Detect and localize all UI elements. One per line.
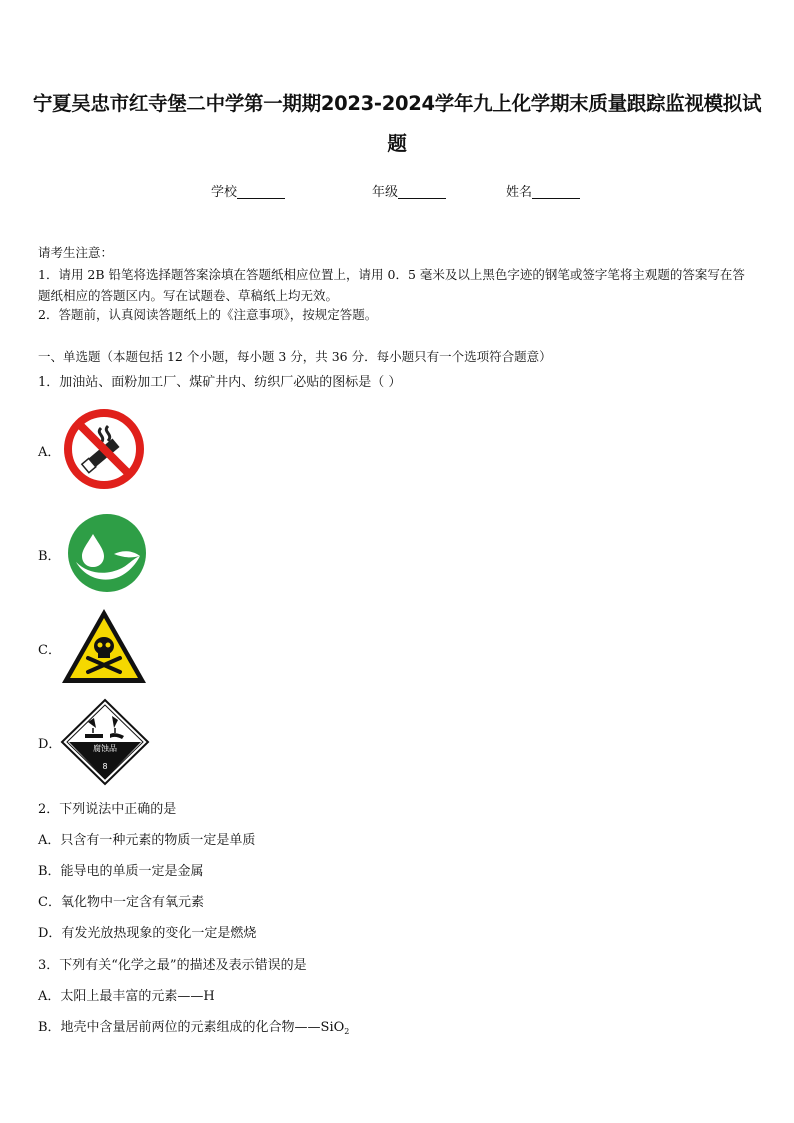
q2-option-b: B．能导电的单质一定是金属 xyxy=(38,864,204,879)
grade-label: 年级 xyxy=(372,185,399,200)
corrosive-class-number: 8 xyxy=(102,762,108,771)
q1-option-c-label: C． xyxy=(38,643,61,658)
q1-option-d-label: D． xyxy=(38,737,62,752)
notice-item-1: 1．请用 2B 铅笔将选择题答案涂填在答题纸相应位置上，请用 0．5 毫米及以上黑色字迹的钢笔或签字笔将主观题的答案写在答题纸相应的答题区内。写在试题卷、草稿纸上均无效。 xyxy=(38,267,745,303)
name-field xyxy=(506,181,580,200)
q1-stem: 1．加油站、面粉加工厂、煤矿井内、纺织厂必贴的图标是（ ） xyxy=(38,375,402,390)
grade-blank xyxy=(398,184,446,199)
corrosive-sign-icon xyxy=(60,698,150,790)
q2-stem: 2．下列说法中正确的是 xyxy=(38,802,177,817)
q3-stem: 3．下列有关“化学之最”的描述及表示错误的是 xyxy=(38,958,307,973)
q3-option-b-subscript: 2 xyxy=(344,1027,350,1036)
notice-heading: 请考生注意： xyxy=(38,245,114,260)
q3-option-a: A．太阳上最丰富的元素——H xyxy=(38,989,215,1004)
corrosive-label: 腐蚀品 xyxy=(93,744,117,753)
grade-field xyxy=(372,181,446,200)
school-label: 学校 xyxy=(211,185,238,200)
q1-option-b-label: B． xyxy=(38,549,61,564)
section-heading: 一、单选题（本题包括 12 个小题，每小题 3 分，共 36 分．每小题只有一个选项符合题意） xyxy=(38,349,552,364)
page-title: 宁夏吴忠市红寺堡二中学第一期期2023-2024学年九上化学期末质量跟踪监视模拟试题 xyxy=(32,92,762,155)
no-smoking-sign-icon xyxy=(61,406,147,496)
q3-option-b-text: B．地壳中含量居前两位的元素组成的化合物——SiO xyxy=(38,1020,345,1035)
notice-item-2: 2．答题前，认真阅读答题纸上的《注意事项》，按规定答题。 xyxy=(38,307,378,322)
q2-option-c: C．氧化物中一定含有氧元素 xyxy=(38,895,204,910)
school-field xyxy=(211,181,285,200)
water-saving-sign-icon xyxy=(66,512,148,598)
student-info-row xyxy=(0,181,794,201)
name-label: 姓名 xyxy=(506,185,533,200)
q2-option-d: D．有发光放热现象的变化一定是燃烧 xyxy=(38,926,257,941)
school-blank xyxy=(237,184,285,199)
toxic-warning-icon xyxy=(60,606,148,690)
name-blank xyxy=(532,184,580,199)
q1-option-a-label: A． xyxy=(38,445,61,460)
q3-option-b xyxy=(38,1019,756,1041)
q2-option-a: A．只含有一种元素的物质一定是单质 xyxy=(38,833,256,848)
